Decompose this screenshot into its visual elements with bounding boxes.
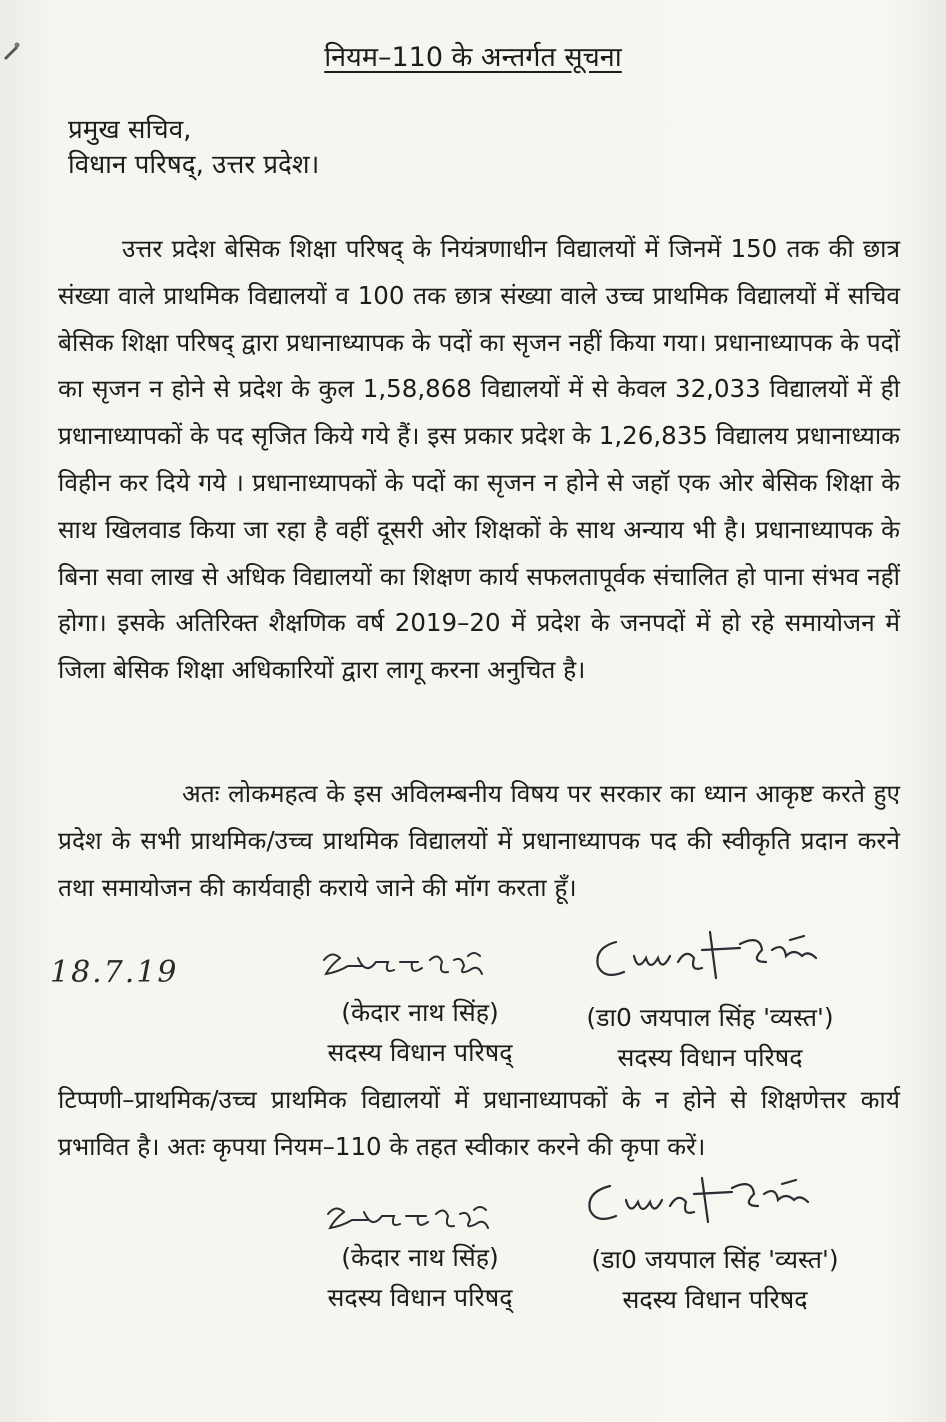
signatory-kedar-nath-1 — [300, 993, 540, 1073]
jaipal-singh-signature — [582, 1174, 827, 1232]
signatory-role: सदस्य विधान परिषद — [617, 1043, 803, 1072]
signatory-role: सदस्य विधान परिषद् — [327, 1283, 513, 1312]
addressee-line-1: प्रमुख सचिव, — [68, 115, 192, 145]
note-paragraph: टिप्पणी–प्राथमिक/उच्च प्राथमिक विद्यालयों में प्रधानाध्यापकों के न होने से शिक्षणेत्तर कार्य प्रभावित है। अतः कृपया नियम–110 के तहत स्वीकार करने की कृपा करें। — [58, 1085, 900, 1161]
signatory-name: (केदार नाथ सिंह) — [341, 998, 499, 1027]
signatory-role: सदस्य विधान परिषद — [622, 1285, 808, 1314]
signatory-role: सदस्य विधान परिषद् — [327, 1038, 513, 1067]
document-title — [0, 40, 946, 76]
title-text: नियम–110 के अन्तर्गत सूचना — [324, 42, 622, 73]
signatory-jaipal-singh-1 — [560, 998, 860, 1078]
signatory-kedar-nath-2 — [300, 1238, 540, 1318]
body-paragraph-1: उत्तर प्रदेश बेसिक शिक्षा परिषद् के नियंत्रणाधीन विद्यालयों में जिनमें 150 तक की छात्र संख्या वाले प्राथमिक विद्यालयों व 100 तक छात्र संख्या वाले उच्च प्राथमिक विद्यालयों में सचिव बेसिक शिक्षा परिषद् द्वारा प्रधानाध्यापक के पदों का सृजन नहीं किया गया। प्रधानाध्यापक के पदों का सृजन न होने से प्रदेश के कुल 1,58,868 विद्यालयों में से केवल 32,033 विद्यालयों में ही प्रधानाध्यापकों के पद सृजित किये गये हैं। इस प्रकार प्रदेश के 1,26,835 विद्यालय प्रधानाध्याक विहीन कर दिये गये । प्रधानाध्यापकों के पदों का सृजन न होने से जहॉ एक ओर बेसिक शिक्षा के साथ खिलवाड किया जा रहा है वहीं दूसरी ओर शिक्षकों के साथ अन्याय भी है। प्रधानाध्यापक के बिना सवा लाख से अधिक विद्यालयों का शिक्षण कार्य सफलतापूर्वक संचालित हो पाना संभव नहीं होगा। इसके अतिरिक्त शैक्षणिक वर्ष 2019–20 में प्रदेश के जनपदों में हो रहे समायोजन में जिला बेसिक शिक्षा अधिकारियों द्वारा लागू करना अनुचित है। — [58, 234, 900, 685]
kedar-nath-signature — [322, 1198, 504, 1242]
signatory-name: (डा0 जयपाल सिंह 'व्यस्त') — [591, 1245, 839, 1274]
signatory-name: (केदार नाथ सिंह) — [341, 1243, 499, 1272]
kedar-nath-signature — [318, 946, 498, 988]
jaipal-singh-signature — [590, 928, 840, 986]
signatory-jaipal-singh-2 — [565, 1240, 865, 1320]
body-paragraph-2: अतः लोकमहत्व के इस अविलम्बनीय विषय पर सरकार का ध्यान आकृष्ट करते हुए प्रदेश के सभी प्राथमिक/उच्च प्राथमिक विद्यालयों में प्रधानाध्यापक पद की स्वीकृति प्रदान करने तथा समायोजन की कार्यवाही कराये जाने की मॉग करता हूँ। — [58, 779, 900, 902]
addressee-line-2: विधान परिषद्, उत्तर प्रदेश। — [68, 150, 320, 180]
handwritten-date: 18.7.19 — [50, 955, 179, 990]
signatory-name: (डा0 जयपाल सिंह 'व्यस्त') — [586, 1003, 834, 1032]
